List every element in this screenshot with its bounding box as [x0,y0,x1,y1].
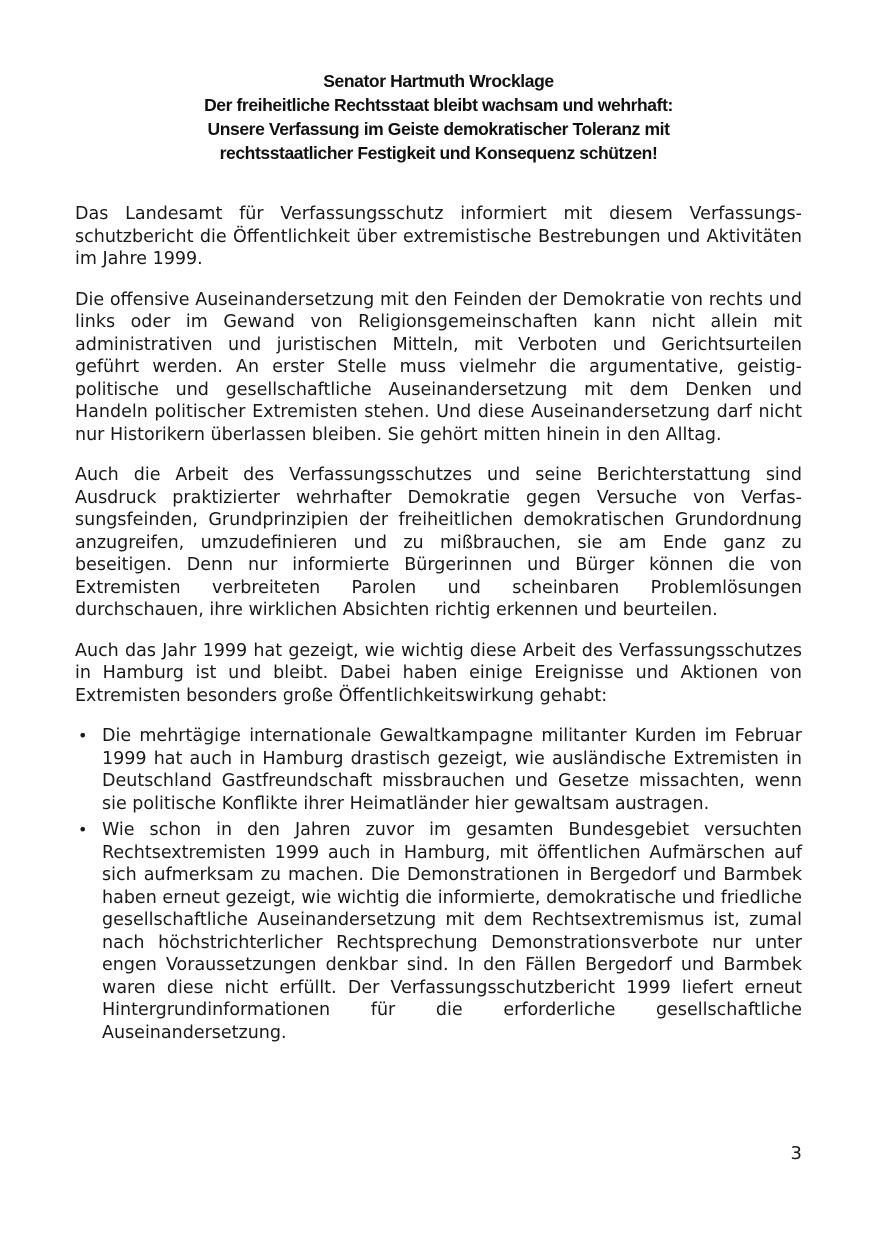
bullet-icon: • [78,726,88,745]
page-number: 3 [790,1143,802,1164]
bullet-icon: • [78,820,88,839]
list-item-text: Die mehrtägige internationale Gewaltkampagne militanter Kurden im Februar 1999 hat auch in Hamburg drastisch gezeigt, wie ausländische Extremisten in Deutschland Gastfreundschaft missbrauchen und Gesetze missachten, wenn sie politische Konflikte ihrer Heimatländer hier gewaltsam austragen. [102,726,802,814]
heading-title-line-3: rechtsstaatlicher Festigkeit und Konsequenz schützen! [219,143,658,163]
list-item-text: Wie schon in den Jahren zuvor im gesamten Bundesgebiet versuchten Rechtsextremisten 1999 auch in Hamburg, mit öffentlichen Aufmärschen auf sich aufmerksam zu machen. Die Demonstrationen in Bergedorf und Barmbek haben erneut gezeigt, wie wichtig die informierte, demokratische und friedliche gesellschaftliche Auseinandersetzung mit dem Rechtsextremismus ist, zumal nach höchstrichterlicher Rechtsprechung Demonstrationsverbote nur unter engen Voraussetzungen denkbar sind. In den Fällen Bergedorf und Barmbek waren diese nicht erfüllt. Der Verfassungsschutzbericht 1999 liefert erneut Hintergrundinformationen für die erforderliche gesellschaftliche Auseinandersetzung. [102,820,802,1043]
paragraph-2: Die offensive Auseinandersetzung mit den Feinden der Demokratie von rechts und links oder im Gewand von Religionsgemeinschaften kann nicht allein mit administrativen und juristischen Mitteln, mit Verboten und Gerichtsurteilen geführt werden. An erster Stelle muss vielmehr die argumentative, geistig-politische und gesellschaftliche Auseinandersetzung mit dem Denken und Handeln politischer Extremisten stehen. Und diese Auseinandersetzung darf nicht nur Historikern überlassen bleiben. Sie gehört mitten hinein in den Alltag. [75,289,802,445]
heading-title-line-1: Der freiheitliche Rechtsstaat bleibt wachsam und wehrhaft: [204,95,673,115]
list-item [75,725,802,815]
paragraph-1: Das Landesamt für Verfassungsschutz informiert mit diesem Verfassungsschutzbericht die Öffentlichkeit über extremistische Bestrebungen und Aktivitäten im Jahre 1999. [75,204,802,269]
heading-author: Senator Hartmuth Wrocklage [323,71,554,91]
heading-title-line-2: Unsere Verfassung im Geiste demokratischer Toleranz mit [207,119,670,139]
page-heading [75,69,802,165]
paragraph-4: Auch das Jahr 1999 hat gezeigt, wie wichtig diese Arbeit des Verfassungsschutzes in Hamburg ist und bleibt. Dabei haben einige Ereignisse und Aktionen von Extremisten besonders große Öffentlichkeitswirkung gehabt: [75,640,802,706]
paragraph-3: Auch die Arbeit des Verfassungsschutzes und seine Berichterstattung sind Ausdruck praktizierter wehrhafter Demokratie gegen Versuche von Verfassungsfeinden, Grundprinzipien der freiheitlichen demokratischen Grundordnung anzugreifen, umzudefinieren und zu mißbrauchen, sie am Ende ganz zu beseitigen. Denn nur informierte Bürgerinnen und Bürger können die von Extremisten verbreiteten Parolen und scheinbaren Problemlösungen durchschauen, ihre wirklichen Absichten richtig erkennen und beurteilen. [75,465,802,620]
bullet-list [75,725,802,1044]
list-item [75,819,802,1044]
body-text [75,203,802,1048]
